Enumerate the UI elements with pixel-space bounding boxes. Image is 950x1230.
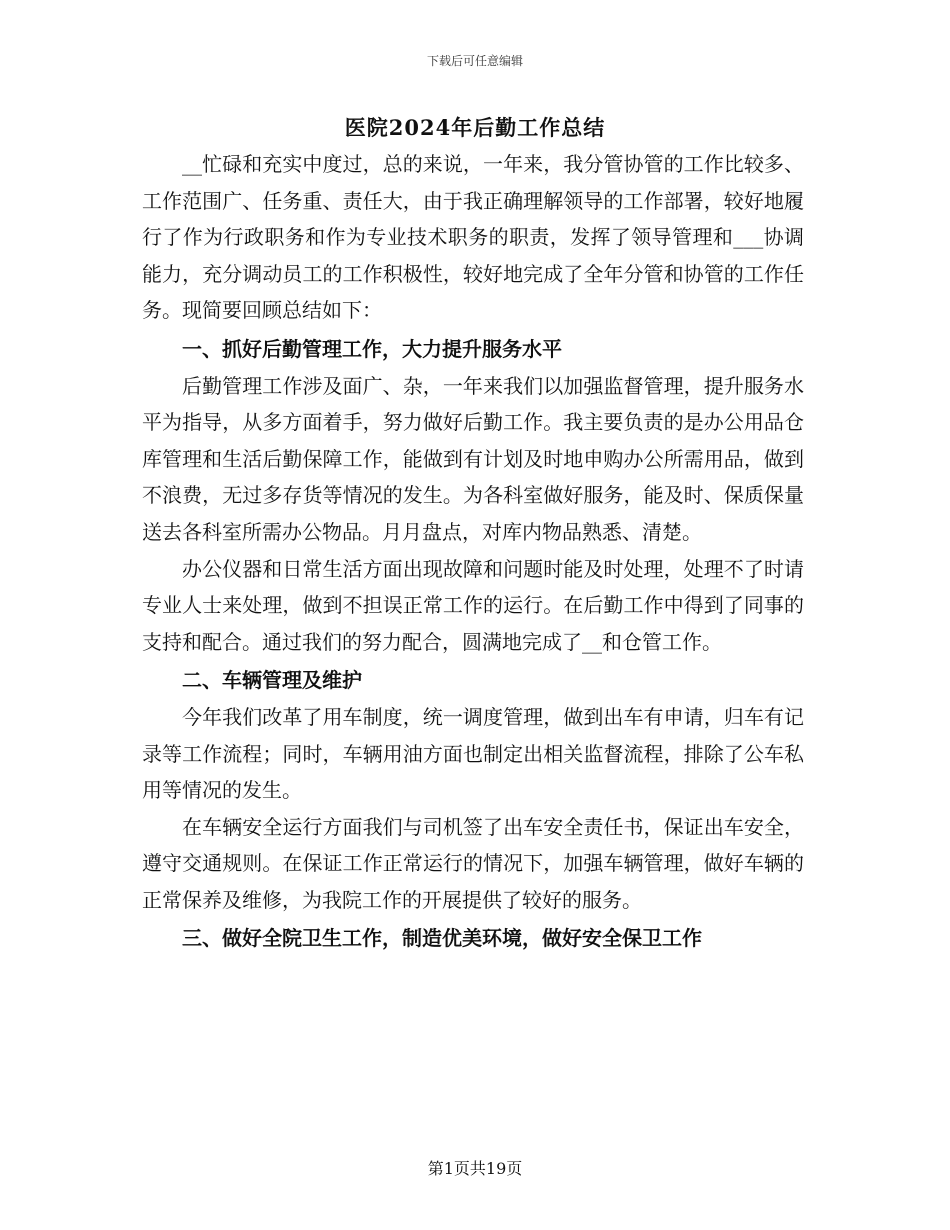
section-heading: 三、做好全院卫生工作，制造优美环境，做好安全保卫工作 <box>182 926 702 951</box>
body-paragraph: 今年我们改革了用车制度，统一调度管理，做到出车有申请，归车有记录等工作流程；同时，车辆用油方面也制定出相关监督流程，排除了公车私用等情况的发生。 <box>142 704 804 803</box>
document-title: 医院2024年后勤工作总结 <box>344 115 606 140</box>
document-body <box>142 146 804 957</box>
header-note: 下载后可任意编辑 <box>426 54 523 68</box>
section-heading: 二、车辆管理及维护 <box>182 668 362 693</box>
page-number: 第1页共19页 <box>427 1159 523 1178</box>
section-heading: 一、抓好后勤管理工作，大力提升服务水平 <box>182 336 562 361</box>
body-paragraph: 后勤管理工作涉及面广、杂，一年来我们以加强监督管理，提升服务水平为指导，从多方面着手，努力做好后勤工作。我主要负责的是办公用品仓库管理和生活后勤保障工作，能做到有计划及时地申购办公所需用品，做到不浪费，无过多存货等情况的发生。为各科室做好服务，能及时、保质保量送去各科室所需办公物品。月月盘点，对库内物品熟悉、清楚。 <box>142 373 804 544</box>
body-paragraph: 在车辆安全运行方面我们与司机签了出车安全责任书，保证出车安全，遵守交通规则。在保证工作正常运行的情况下，加强车辆管理，做好车辆的正常保养及维修，为我院工作的开展提供了较好的服务。 <box>142 814 804 912</box>
body-paragraph: 办公仪器和日常生活方面出现故障和问题时能及时处理，处理不了时请专业人士来处理，做到不担误正常工作的运行。在后勤工作中得到了同事的支持和配合。通过我们的努力配合，圆满地完成了__和仓管工作。 <box>142 556 804 654</box>
body-paragraph: __忙碌和充实中度过，总的来说，一年来，我分管协管的工作比较多、工作范围广、任务重、责任大，由于我正确理解领导的工作部署，较好地履行了作为行政职务和作为专业技术职务的职责，发挥了领导管理和___协调能力，充分调动员工的工作积极性，较好地完成了全年分管和协管的工作任务。现简要回顾总结如下： <box>142 152 804 323</box>
